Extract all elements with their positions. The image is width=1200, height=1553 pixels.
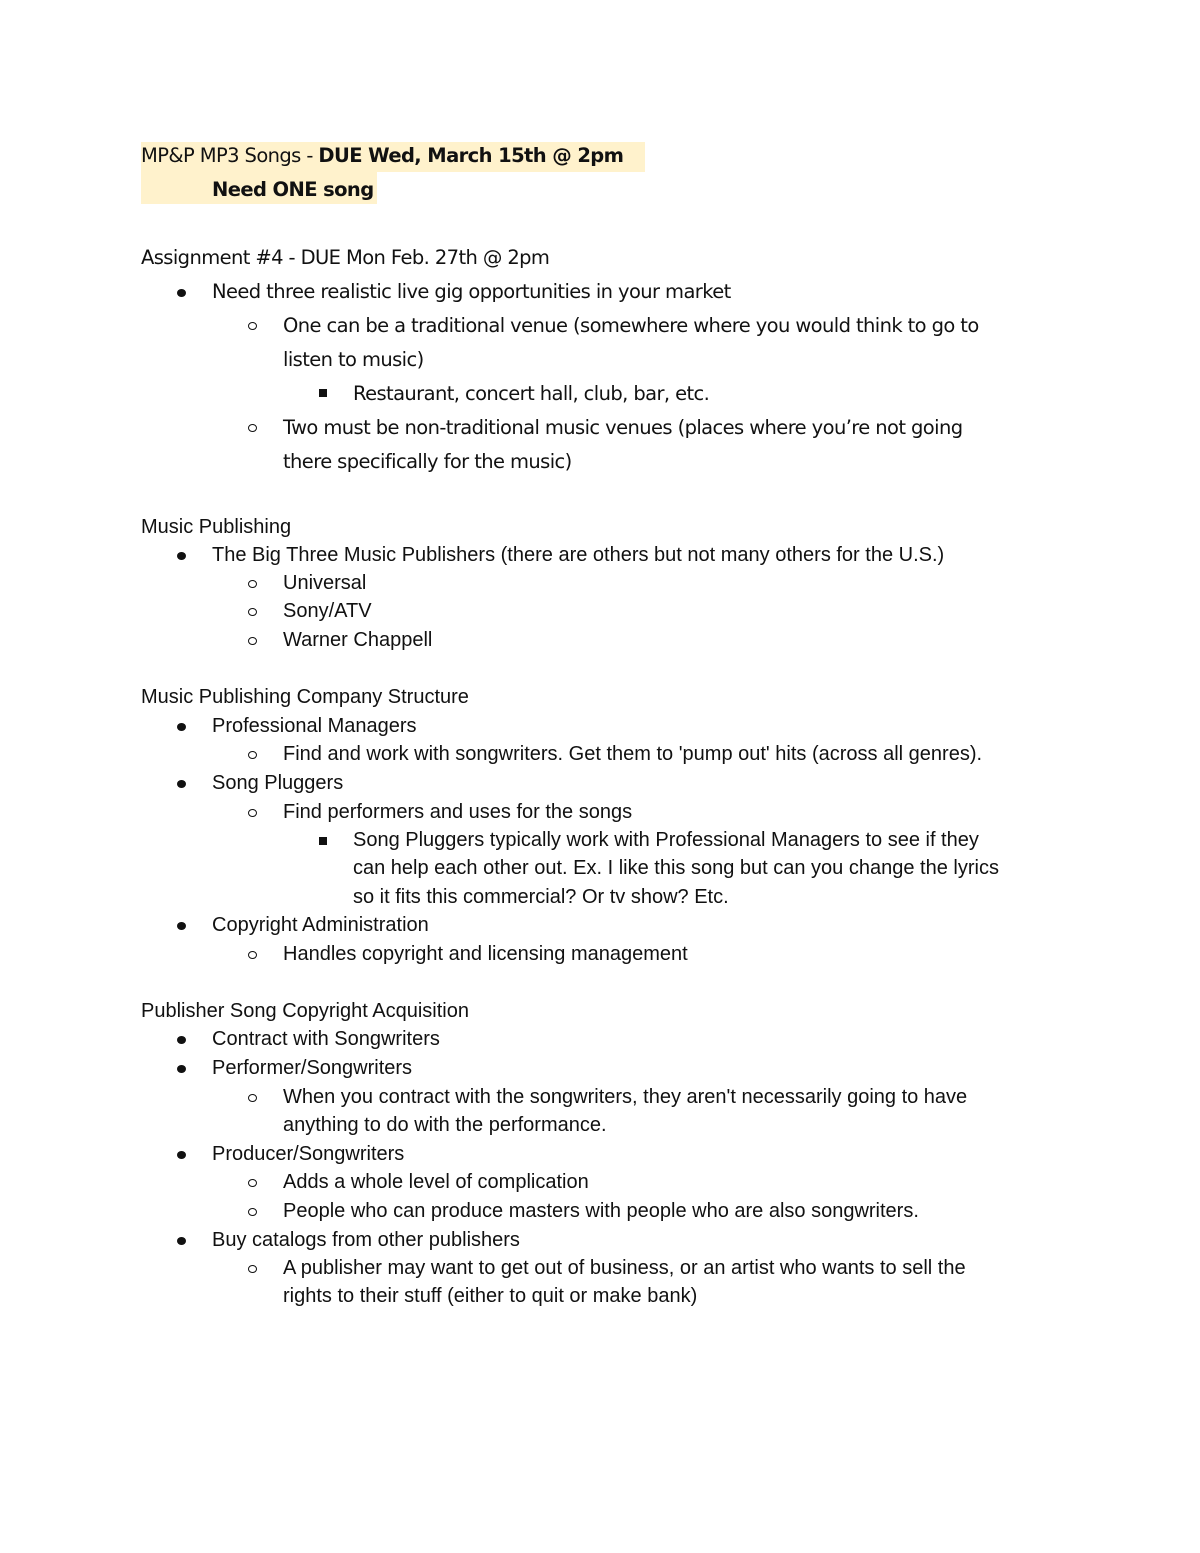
bullet-disc-icon <box>177 780 186 788</box>
bullet-circle-icon <box>248 1179 257 1187</box>
structure-item2-detail-line3: so it fits this commercial? Or tv show? Etc. <box>353 886 729 908</box>
structure-item1-sub: Find and work with songwriters. Get them to 'pump out' hits (across all genres). <box>283 743 983 765</box>
structure-item1: Professional Managers <box>212 715 417 737</box>
assignment-sub1-example: Restaurant, concert hall, club, bar, etc. <box>353 382 710 405</box>
acquisition-item4-sub-line2: rights to their stuff (either to quit or make bank) <box>283 1285 698 1307</box>
structure-item2-sub: Find performers and uses for the songs <box>283 801 633 823</box>
bullet-disc-icon <box>177 1065 186 1073</box>
bullet-disc-icon <box>177 1237 186 1245</box>
publishing-title: Music Publishing <box>141 516 292 538</box>
bullet-disc-icon <box>177 1151 186 1159</box>
structure-item2: Song Pluggers <box>212 772 344 794</box>
acquisition-item1: Contract with Songwriters <box>212 1028 440 1050</box>
bullet-circle-icon <box>248 1094 257 1102</box>
assignment-item1: Need three realistic live gig opportunities in your market <box>212 280 731 303</box>
structure-item2-detail-line1: Song Pluggers typically work with Professional Managers to see if they <box>353 829 979 851</box>
bullet-circle-icon <box>248 424 257 432</box>
bullet-disc-icon <box>177 289 186 297</box>
publisher-warner: Warner Chappell <box>283 629 433 651</box>
acquisition-item3-sub2: People who can produce masters with people who are also songwriters. <box>283 1200 919 1222</box>
bullet-circle-icon <box>248 580 257 588</box>
bullet-circle-icon <box>248 608 257 616</box>
acquisition-item3: Producer/Songwriters <box>212 1143 405 1165</box>
heading-due: DUE Wed, March 15th @ 2pm <box>318 144 624 167</box>
bullet-circle-icon <box>248 637 257 645</box>
assignment-title: Assignment #4 - DUE Mon Feb. 27th @ 2pm <box>141 246 550 269</box>
need-one-song: Need ONE song <box>212 178 374 201</box>
bullet-circle-icon <box>248 1208 257 1216</box>
assignment-sub1-line2: listen to music) <box>283 348 424 371</box>
bullet-disc-icon <box>177 1036 186 1044</box>
structure-title: Music Publishing Company Structure <box>141 686 469 708</box>
publisher-universal: Universal <box>283 572 367 594</box>
bullet-disc-icon <box>177 922 186 930</box>
bullet-disc-icon <box>177 723 186 731</box>
bullet-circle-icon <box>248 322 257 330</box>
structure-item2-detail-line2: can help each other out. Ex. I like this song but can you change the lyrics <box>353 857 999 879</box>
assignment-sub2-line2: there specifically for the music) <box>283 450 572 473</box>
publisher-sony: Sony/ATV <box>283 600 372 622</box>
acquisition-item4-sub-line1: A publisher may want to get out of business, or an artist who wants to sell the <box>283 1257 966 1279</box>
acquisition-title: Publisher Song Copyright Acquisition <box>141 1000 469 1022</box>
acquisition-item3-sub1: Adds a whole level of complication <box>283 1171 589 1193</box>
bullet-circle-icon <box>248 1265 257 1273</box>
bullet-circle-icon <box>248 751 257 759</box>
acquisition-item2-sub-line2: anything to do with the performance. <box>283 1114 607 1136</box>
heading-prefix: MP&P MP3 Songs - <box>141 144 319 167</box>
assignment-sub1-line1: One can be a traditional venue (somewhere where you would think to go to <box>283 314 979 337</box>
publishing-item1: The Big Three Music Publishers (there are others but not many others for the U.S.) <box>212 544 945 566</box>
acquisition-item2-sub-line1: When you contract with the songwriters, they aren't necessarily going to have <box>283 1086 968 1108</box>
acquisition-item2: Performer/Songwriters <box>212 1057 413 1079</box>
bullet-disc-icon <box>177 552 186 560</box>
structure-item3-sub: Handles copyright and licensing management <box>283 943 688 965</box>
bullet-square-icon <box>319 389 327 397</box>
structure-item3: Copyright Administration <box>212 914 429 936</box>
heading-line <box>141 146 623 166</box>
bullet-circle-icon <box>248 951 257 959</box>
acquisition-item4: Buy catalogs from other publishers <box>212 1229 520 1251</box>
bullet-circle-icon <box>248 809 257 817</box>
bullet-square-icon <box>319 837 327 845</box>
assignment-sub2-line1: Two must be non-traditional music venues (places where you’re not going <box>283 416 963 439</box>
